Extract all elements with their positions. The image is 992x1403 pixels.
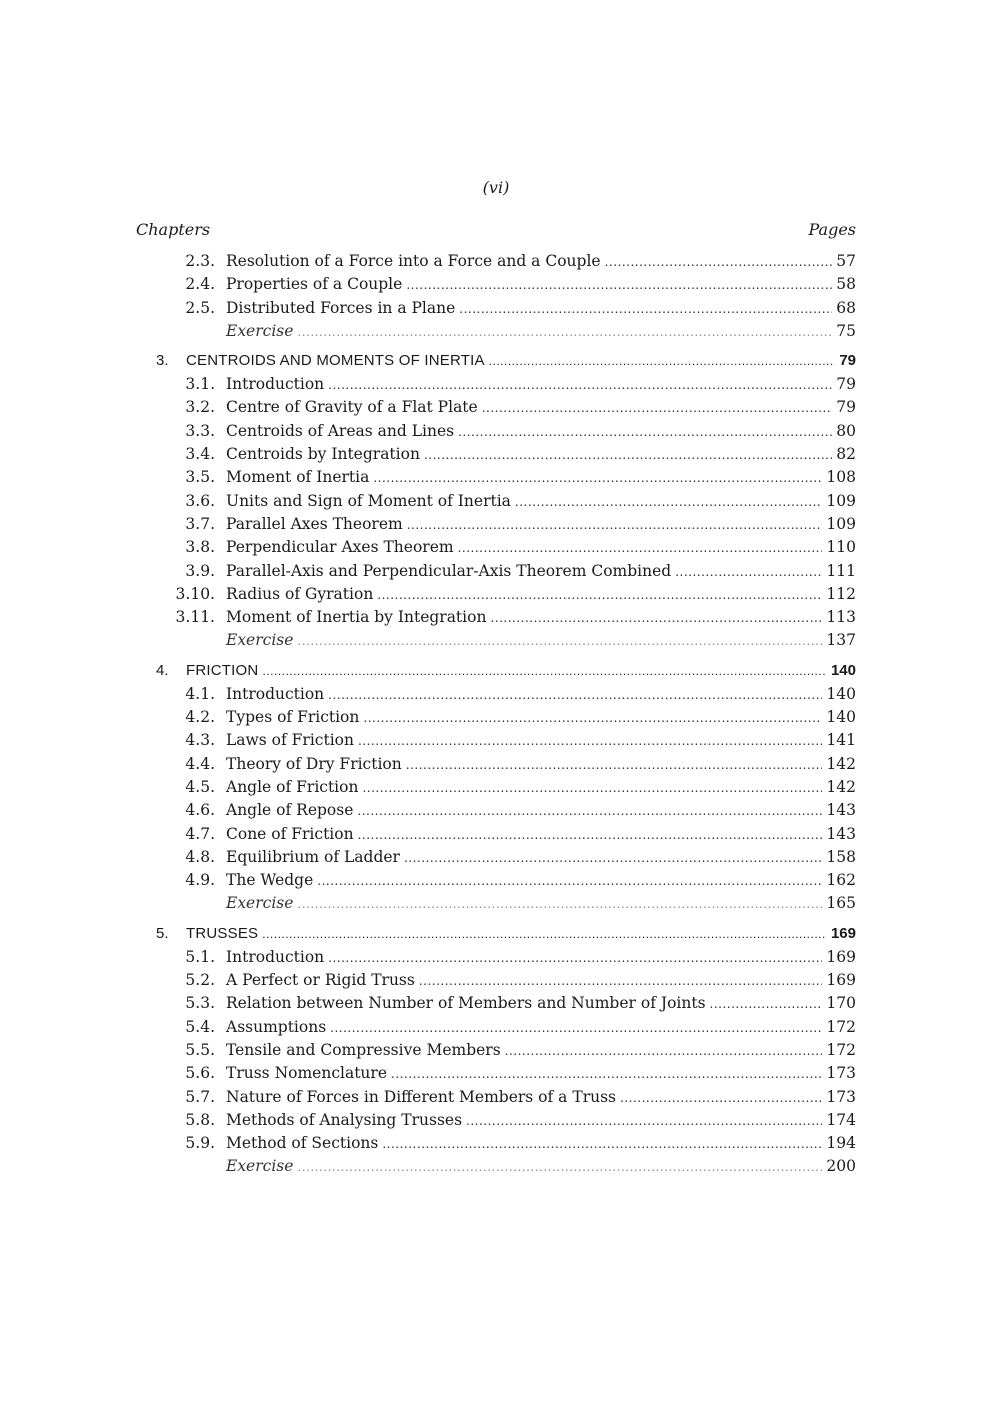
section-title: Tensile and Compressive Members	[226, 1040, 501, 1059]
section-number: 5.7.	[185, 1087, 215, 1106]
chapter-page: 79	[839, 352, 856, 370]
section-page: 162	[826, 871, 856, 890]
dot-leader	[328, 374, 832, 397]
chapter-page: 140	[830, 661, 856, 679]
section-title: Units and Sign of Moment of Inertia	[226, 491, 511, 510]
dot-leader	[710, 993, 823, 1016]
section-page: 165	[826, 894, 856, 913]
section-title: Introduction	[226, 375, 325, 394]
section-page: 143	[826, 824, 856, 843]
section-title: Methods of Analysing Trusses	[226, 1110, 463, 1129]
chapter-title: TRUSSES	[186, 924, 259, 942]
toc-section-row	[156, 992, 856, 1015]
dot-leader	[489, 349, 836, 373]
toc-chapter-row	[156, 349, 856, 373]
section-page: 140	[826, 684, 856, 703]
toc-section-row	[156, 466, 856, 489]
dot-leader	[482, 397, 833, 420]
section-number: 3.11.	[175, 608, 215, 627]
section-title: Angle of Repose	[226, 801, 354, 820]
section-title: Angle of Friction	[226, 777, 359, 796]
dot-leader	[406, 754, 823, 777]
section-page: 79	[836, 398, 856, 417]
section-page: 57	[836, 252, 856, 270]
section-title: Centre of Gravity of a Flat Plate	[226, 398, 478, 417]
section-number: 5.6.	[185, 1064, 215, 1083]
section-page: 174	[826, 1110, 856, 1129]
section-title: Centroids of Areas and Lines	[226, 421, 455, 440]
section-number: 3.3.	[185, 421, 215, 440]
section-page: 113	[826, 608, 856, 627]
section-number: 3.8.	[185, 538, 215, 557]
toc-section-row	[156, 490, 856, 513]
dot-leader	[297, 630, 822, 653]
page-number: (vi)	[482, 178, 510, 197]
section-number: 3.7.	[185, 514, 215, 533]
toc-chapter-row	[156, 659, 856, 683]
section-page: 109	[826, 514, 856, 533]
section-title: Method of Sections	[226, 1134, 379, 1153]
toc-section-row	[156, 1109, 856, 1132]
section-title: Types of Friction	[226, 708, 360, 727]
section-title: Laws of Friction	[226, 731, 354, 750]
toc-section-row	[156, 823, 856, 846]
chapter-number: 4.	[156, 661, 169, 679]
dot-leader	[262, 659, 827, 683]
dot-leader	[490, 607, 822, 630]
section-title: Distributed Forces in a Plane	[226, 298, 456, 317]
section-title: The Wedge	[226, 871, 314, 890]
chapter-page: 169	[830, 924, 856, 942]
toc-section-row	[156, 946, 856, 969]
section-number: 5.2.	[185, 971, 215, 990]
section-title: Perpendicular Axes Theorem	[226, 538, 454, 557]
section-page: 79	[836, 375, 856, 394]
section-number: 3.4.	[185, 445, 215, 464]
toc-section-row	[156, 1039, 856, 1062]
section-number: 3.10.	[175, 584, 215, 603]
section-number: 4.8.	[185, 847, 215, 866]
section-title: Equilibrium of Ladder	[226, 847, 400, 866]
section-number: 2.5.	[185, 298, 215, 317]
dot-leader	[328, 684, 822, 707]
dot-leader	[675, 561, 822, 584]
section-page: 142	[826, 777, 856, 796]
section-page: 143	[826, 801, 856, 820]
dot-leader	[459, 298, 832, 321]
toc-exercise-row	[156, 629, 856, 652]
toc-section-row	[156, 297, 856, 320]
toc-section-row	[156, 273, 856, 296]
dot-leader	[317, 870, 822, 893]
toc-section-row	[156, 396, 856, 419]
section-number: 3.5.	[185, 468, 215, 487]
toc-section-row	[156, 606, 856, 629]
toc-section-row	[156, 753, 856, 776]
section-number: 3.2.	[185, 398, 215, 417]
toc-section-row	[156, 420, 856, 443]
section-title: Introduction	[226, 947, 325, 966]
dot-leader	[377, 584, 822, 607]
dot-leader	[406, 274, 832, 297]
section-number: 5.5.	[185, 1040, 215, 1059]
section-page: 137	[826, 631, 856, 650]
toc-section-row	[156, 776, 856, 799]
section-page: 173	[826, 1087, 856, 1106]
pages-column-header: Pages	[808, 220, 856, 239]
section-page: 80	[836, 421, 856, 440]
section-page: 112	[826, 584, 856, 603]
section-page: 111	[826, 561, 856, 580]
toc-section-row	[156, 1086, 856, 1109]
toc-section-row	[156, 1132, 856, 1155]
section-page: 140	[826, 708, 856, 727]
section-title: Relation between Number of Members and Number of Joints	[226, 994, 706, 1013]
section-number: 4.5.	[185, 777, 215, 796]
dot-leader	[362, 777, 822, 800]
section-title: Radius of Gyration	[226, 584, 374, 603]
toc-section-row	[156, 443, 856, 466]
dot-leader	[466, 1110, 822, 1133]
section-page: 170	[826, 994, 856, 1013]
toc-section-row	[156, 683, 856, 706]
section-page: 173	[826, 1064, 856, 1083]
section-number: 4.2.	[185, 708, 215, 727]
section-page: 200	[826, 1157, 856, 1176]
section-page: 158	[826, 847, 856, 866]
dot-leader	[424, 444, 832, 467]
section-page: 169	[826, 947, 856, 966]
section-title: Introduction	[226, 684, 325, 703]
toc-section-row	[156, 1062, 856, 1085]
section-title: Resolution of a Force into a Force and a Couple	[226, 252, 601, 270]
toc-section-row	[156, 250, 856, 273]
toc-section-row	[156, 560, 856, 583]
section-title: A Perfect or Rigid Truss	[226, 971, 415, 990]
dot-leader	[382, 1133, 822, 1156]
section-number: 4.3.	[185, 731, 215, 750]
chapter-title: FRICTION	[186, 661, 259, 679]
toc-section-row	[156, 846, 856, 869]
toc-chapter-row	[156, 922, 856, 946]
toc-section-row	[156, 1016, 856, 1039]
section-title: Cone of Friction	[226, 824, 354, 843]
section-title: Parallel Axes Theorem	[226, 514, 403, 533]
section-page: 110	[826, 538, 856, 557]
section-title: Properties of a Couple	[226, 275, 403, 294]
chapter-title: CENTROIDS AND MOMENTS OF INERTIA	[186, 352, 485, 370]
dot-leader	[363, 707, 822, 730]
section-title: Exercise	[226, 894, 294, 913]
dot-leader	[391, 1063, 822, 1086]
chapter-number: 5.	[156, 924, 169, 942]
section-page: 58	[836, 275, 856, 294]
toc-section-row	[156, 869, 856, 892]
section-title: Exercise	[226, 631, 294, 650]
section-page: 108	[826, 468, 856, 487]
section-title: Moment of Inertia by Integration	[226, 608, 487, 627]
section-title: Centroids by Integration	[226, 445, 420, 464]
dot-leader	[297, 321, 832, 344]
section-page: 172	[826, 1040, 856, 1059]
section-title: Moment of Inertia	[226, 468, 370, 487]
section-number: 4.1.	[185, 684, 215, 703]
dot-leader	[515, 491, 822, 514]
section-title: Theory of Dry Friction	[226, 754, 402, 773]
section-number: 5.8.	[185, 1110, 215, 1129]
section-number: 4.4.	[185, 754, 215, 773]
dot-leader	[373, 467, 822, 490]
toc-section-row	[156, 513, 856, 536]
section-number: 3.6.	[185, 491, 215, 510]
toc-section-row	[156, 799, 856, 822]
dot-leader	[262, 922, 827, 946]
section-page: 68	[836, 298, 856, 317]
dot-leader	[404, 847, 822, 870]
section-title: Parallel-Axis and Perpendicular-Axis Theorem Combined	[226, 561, 672, 580]
section-title: Assumptions	[226, 1017, 327, 1036]
toc-section-row	[156, 536, 856, 559]
section-page: 172	[826, 1017, 856, 1036]
dot-leader	[297, 1156, 822, 1179]
section-page: 141	[826, 731, 856, 750]
toc-section-row	[156, 583, 856, 606]
section-number: 4.9.	[185, 871, 215, 890]
section-number: 5.1.	[185, 947, 215, 966]
section-number: 2.3.	[185, 252, 215, 270]
toc-exercise-row	[156, 892, 856, 915]
dot-leader	[330, 1017, 822, 1040]
dot-leader	[458, 421, 832, 444]
section-page: 75	[836, 321, 856, 340]
dot-leader	[358, 824, 823, 847]
dot-leader	[620, 1087, 822, 1110]
chapter-number: 3.	[156, 352, 169, 370]
section-page: 142	[826, 754, 856, 773]
dot-leader	[458, 537, 823, 560]
section-number: 3.1.	[185, 375, 215, 394]
dot-leader	[505, 1040, 823, 1063]
dot-leader	[357, 800, 822, 823]
toc-section-row	[156, 373, 856, 396]
section-page: 109	[826, 491, 856, 510]
section-page: 194	[826, 1134, 856, 1153]
chapters-column-header: Chapters	[136, 220, 211, 239]
dot-leader	[407, 514, 823, 537]
section-number: 5.4.	[185, 1017, 215, 1036]
toc-section-row	[156, 729, 856, 752]
section-title: Nature of Forces in Different Members of a Truss	[226, 1087, 616, 1106]
section-number: 2.4.	[185, 275, 215, 294]
section-title: Exercise	[226, 1157, 294, 1176]
toc-exercise-row	[156, 1155, 856, 1178]
toc-section-row	[156, 969, 856, 992]
section-number: 4.7.	[185, 824, 215, 843]
dot-leader	[605, 251, 833, 274]
section-page: 82	[836, 445, 856, 464]
dot-leader	[419, 970, 823, 993]
toc-exercise-row	[156, 320, 856, 343]
dot-leader	[328, 947, 822, 970]
section-number: 3.9.	[185, 561, 215, 580]
toc-section-row	[156, 706, 856, 729]
table-of-contents	[156, 250, 856, 1179]
section-title: Truss Nomenclature	[226, 1064, 387, 1083]
section-page: 169	[826, 971, 856, 990]
section-number: 5.3.	[185, 994, 215, 1013]
section-number: 4.6.	[185, 801, 215, 820]
section-title: Exercise	[226, 321, 294, 340]
dot-leader	[358, 730, 822, 753]
dot-leader	[297, 893, 822, 916]
section-number: 5.9.	[185, 1134, 215, 1153]
